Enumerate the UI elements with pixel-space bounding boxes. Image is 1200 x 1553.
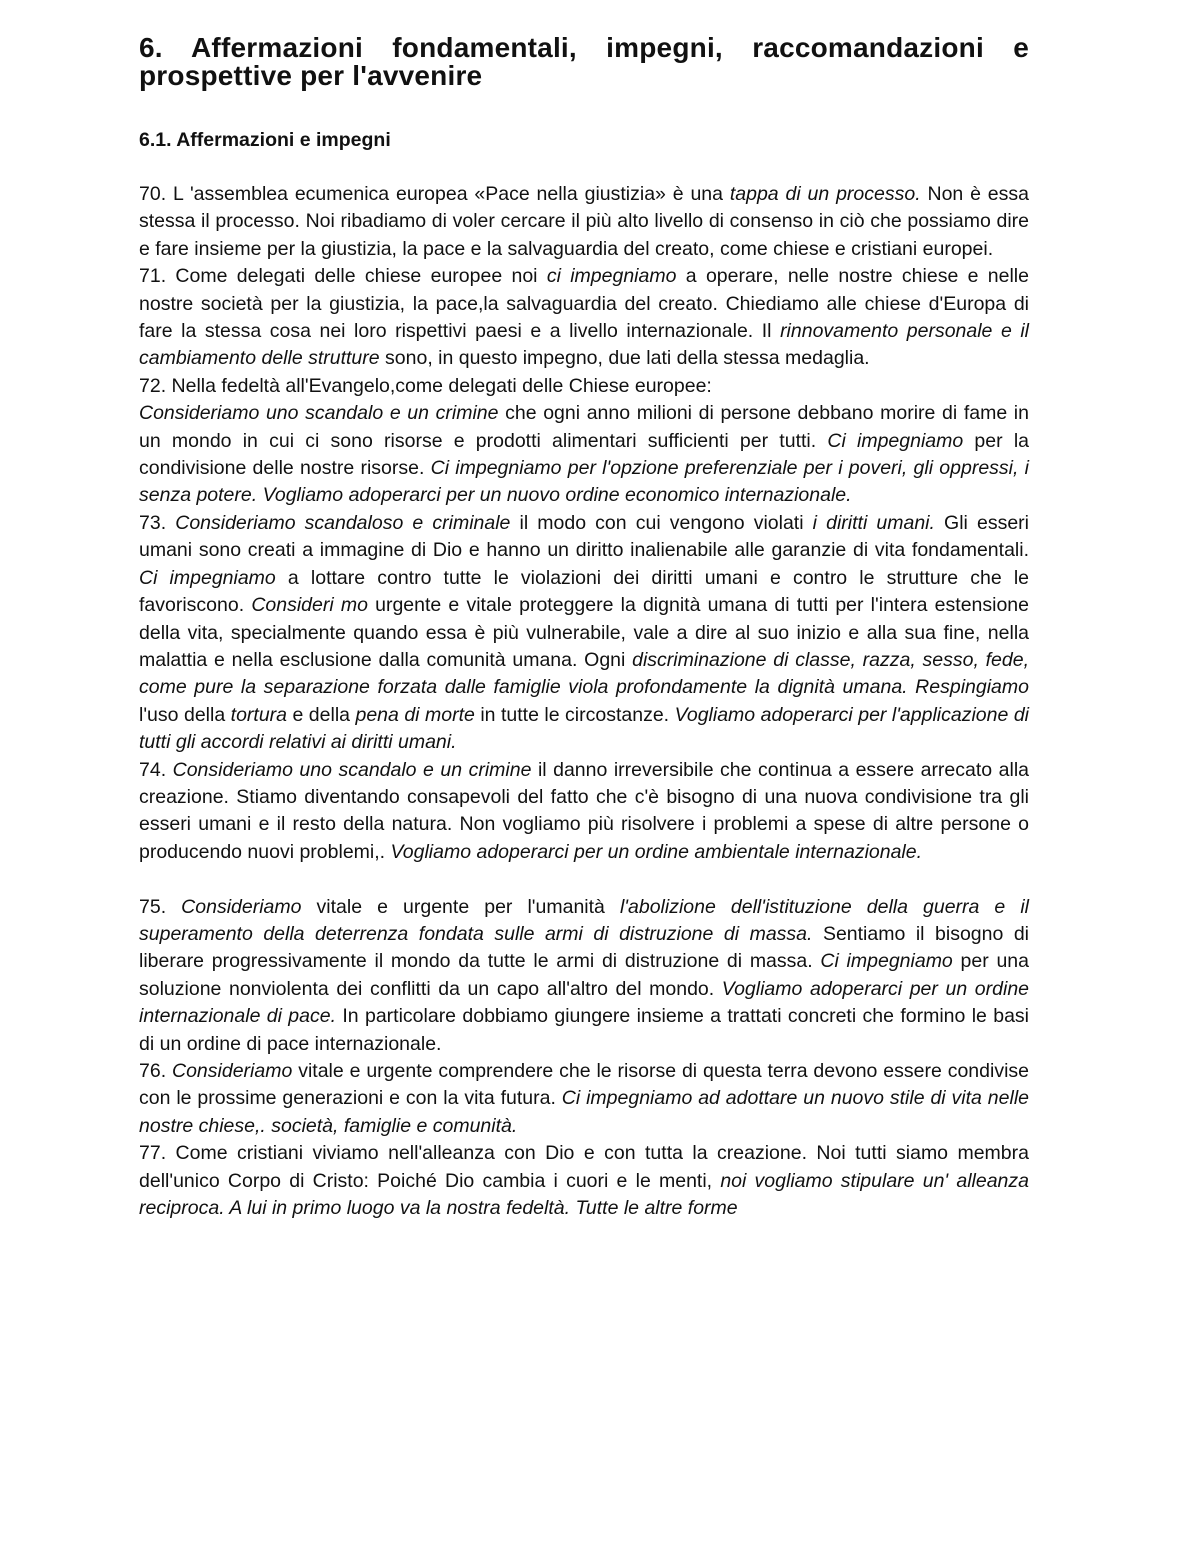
italic-text-run: Consideri mo <box>251 594 368 617</box>
italic-text-run: Ci impegniamo ad adottare un nuovo stile di vita nelle nostre chiese,. società, famiglie e comunità. <box>139 1087 1029 1137</box>
text-run: Gli esseri umani sono creati a immagine di Dio e hanno un diritto inalienabile alle garanzie di vita fondamentali. <box>139 511 1029 562</box>
text-run: 70. L 'assemblea ecumenica europea «Pace nella giustizia» è una <box>139 183 730 205</box>
text-run: urgente e vitale proteggere la dignità umana di tutti per l'intera estensione della vita, specialmente quando essa è più vulnerabile, vale a dire al suo inizio e alla sua fine, nella malattia e nella esclusione dalla comunità umana. Ogni <box>139 594 1029 671</box>
paragraph <box>139 400 1029 510</box>
text-run: 71. Come delegati delle chiese europee noi <box>139 265 547 288</box>
text-run: per la condivisione delle nostre risorse. <box>139 429 1029 480</box>
text-run: 76. <box>139 1059 172 1082</box>
text-run: vitale e urgente comprendere che le risorse di questa terra devono essere condivise con le prossime generazioni e con la vita futura. <box>139 1059 1029 1110</box>
paragraph <box>139 373 1029 400</box>
italic-text-run: Consideriamo scandaloso e criminale <box>175 511 511 534</box>
paragraph <box>139 263 1029 373</box>
text-run: in tutte le circostanze. <box>474 703 675 726</box>
paragraph <box>139 510 1029 757</box>
italic-text-run: Consideriamo uno scandalo e un crimine <box>139 402 499 425</box>
text-run: 72. Nella fedeltà all'Evangelo,come delegati delle Chiese europee: <box>139 374 712 397</box>
text-run: il danno irreversibile che continua a essere arrecato alla creazione. Stiamo diventando consapevoli del fatto che c'è bisogno di una nuova condivisione tra gli esseri umani e il resto della natura. Non vogliamo più risolvere i problemi a spese di altre persone o producendo nuovi problemi,. <box>139 758 1029 863</box>
text-run: che ogni anno milioni di persone debbano morire di fame in un mondo in cui ci sono risorse e prodotti alimentari sufficienti per tutti. <box>139 402 1029 452</box>
text-run: In particolare dobbiamo giungere insieme a trattati concreti che formino le basi di un ordine di pace internazionale. <box>139 1005 1030 1055</box>
italic-text-run: noi vogliamo stipulare un' alleanza reciproca. A lui in primo luogo va la nostra fedeltà. Tutte le altre forme <box>139 1169 1029 1220</box>
italic-text-run: tortura <box>230 703 288 726</box>
italic-text-run: Consideriamo uno scandalo e un crimine <box>172 758 532 781</box>
italic-text-run: Vogliamo adoperarci per un ordine internazionale di pace. <box>139 977 1030 1028</box>
document-body <box>139 181 1029 1222</box>
italic-text-run: Vogliamo adoperarci per l'applicazione di tutti gli accordi relativi ai diritti umani. <box>139 703 1029 754</box>
text-run: Non è essa stessa il processo. Noi ribadiamo di voler cercare il più alto livello di consenso in ciò che possiamo dire e fare insieme per la giustizia, la pace e la salvaguardia del creato, come chiese e cristiani europei. <box>139 183 1029 260</box>
text-run: e della <box>287 703 356 726</box>
text-run: l'uso della <box>139 703 231 726</box>
italic-text-run: Ci impegniamo per l'opzione preferenziale per i poveri, gli oppressi, i senza potere. Vogliamo adoperarci per un nuovo ordine economico internazionale. <box>139 457 1029 507</box>
italic-text-run: Consideriamo <box>181 895 302 918</box>
paragraph <box>139 757 1029 867</box>
text-run: 75. <box>139 895 182 918</box>
paragraph <box>139 1058 1029 1140</box>
italic-text-run: i diritti umani. <box>812 511 935 534</box>
italic-text-run: Vogliamo adoperarci per un ordine ambientale internazionale. <box>390 840 923 863</box>
text-run: 77. Come cristiani viviamo nell'alleanza con Dio e con tutta la creazione. Noi tutti siamo membra dell'unico Corpo di Cristo: Poiché Dio cambia i cuori e le menti, <box>139 1142 1029 1192</box>
text-run: a operare, nelle nostre chiese e nelle nostre società per la giustizia, la pace,la salvaguardia del creato. Chiediamo alle chiese d'Europa di fare la stessa cosa nei loro rispettivi paesi e a livello internazionale. Il <box>139 265 1029 343</box>
italic-text-run: Ci impegniamo <box>139 566 276 589</box>
text-run: Sentiamo il bisogno di liberare progressivamente il mondo da tutte le armi di distruzione di massa. <box>139 922 1030 973</box>
italic-text-run: rinnovamento personale e il cambiamento delle strutture <box>139 320 1029 370</box>
paragraph <box>139 181 1029 263</box>
paragraph <box>139 1140 1029 1222</box>
text-run: a lottare contro tutte le violazioni dei diritti umani e contro le strutture che le favoriscono. <box>139 566 1030 617</box>
text-run: il modo con cui vengono violati <box>510 511 813 534</box>
text-run: 73. <box>139 511 176 534</box>
italic-text-run: Consideriamo <box>172 1059 293 1082</box>
text-run: 74. <box>139 758 173 781</box>
text-run: per una soluzione nonviolenta dei conflitti da un capo all'altro del mondo. <box>139 950 1029 1000</box>
section-heading: 6.1. Affermazioni e impegni <box>139 129 391 151</box>
italic-text-run: Ci impegniamo <box>827 429 964 452</box>
italic-text-run: discriminazione di classe, razza, sesso, fede, come pure la separazione forzata dalle famiglie viola profondamente la dignità umana. Respingiamo <box>139 648 1029 699</box>
document-page <box>139 34 1029 1222</box>
text-run: sono, in questo impegno, due lati della stessa medaglia. <box>379 347 870 370</box>
italic-text-run: Ci impegniamo <box>820 950 953 973</box>
page-title: 6. Affermazioni fondamentali, impegni, raccomandazioni e prospettive per l'avvenire <box>139 32 1029 91</box>
italic-text-run: ci impegniamo <box>546 265 677 288</box>
italic-text-run: tappa di un processo. <box>729 183 921 205</box>
paragraph <box>139 894 1029 1058</box>
text-run: vitale e urgente per l'umanità <box>301 895 620 918</box>
italic-text-run: pena di morte <box>355 703 475 726</box>
italic-text-run: l'abolizione dell'istituzione della guerra e il superamento della deterrenza fondata sulle armi di distruzione di massa. <box>139 895 1030 945</box>
